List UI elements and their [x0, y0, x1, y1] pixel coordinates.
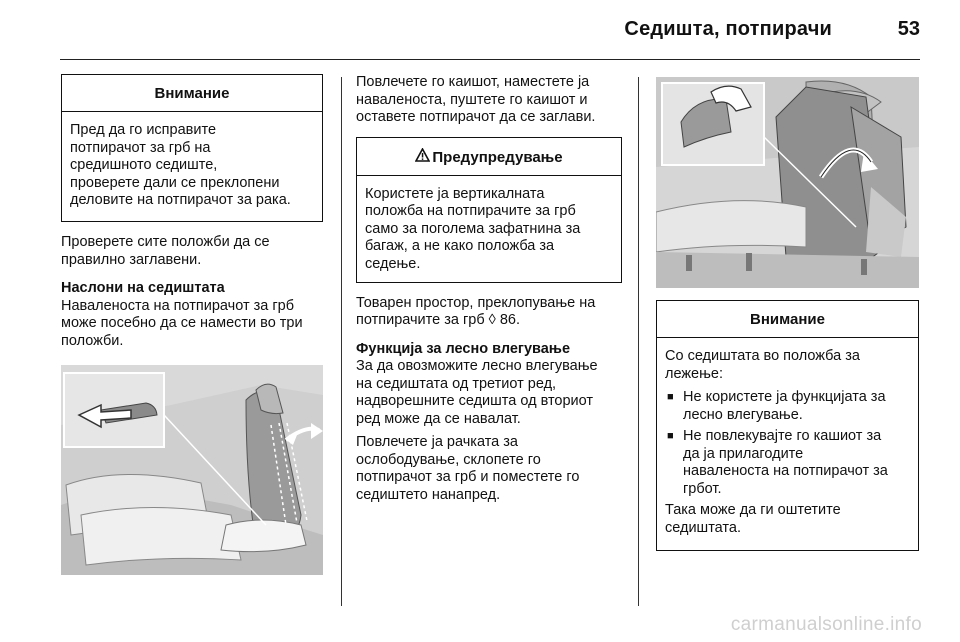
paragraph-check-positions	[61, 234, 323, 269]
caution-box-2-body	[657, 338, 918, 547]
header-rule	[60, 59, 920, 60]
column-1	[61, 74, 323, 350]
caution-bullet-item	[665, 428, 910, 498]
text-line: надворешните седишта од вториот	[356, 393, 594, 409]
caution-line: деловите на потпирачот за рака.	[70, 192, 291, 208]
warning-line: Користете ја вертикалната	[365, 185, 545, 202]
text-line: Наваленоста на потпирачот за грб	[61, 297, 295, 314]
text-line: Повлечете го каишот, наместете ја	[356, 74, 590, 90]
caution-line: проверете дали се преклопени	[70, 174, 280, 191]
caution-line: средишното седиште,	[70, 157, 218, 173]
caution-line: потпирачот за грб на	[70, 139, 211, 156]
paragraph-cargo-reference	[356, 295, 622, 330]
caution-line: Пред да го исправите	[70, 122, 217, 138]
page-header	[60, 18, 920, 58]
text-line: лесно влегување.	[683, 406, 803, 423]
caution-box-1-body	[62, 112, 322, 220]
seat-backrest-illustration	[61, 365, 323, 575]
caution-box-2-title: Внимание	[657, 301, 918, 338]
text-line: наваленоста, пуштете го каишот и	[356, 91, 588, 108]
warning-line: само за поголема зафатнина за	[365, 220, 581, 237]
caution-outro-line: седиштата.	[665, 519, 741, 536]
text-line: положби.	[61, 332, 124, 349]
caution-intro-line: Со седиштата во положба за	[665, 348, 860, 364]
warning-line: багаж, а не како положба за	[365, 238, 555, 254]
header-title: Седишта, потпирачи	[624, 18, 832, 40]
text-line: ред може да се навалат.	[356, 410, 521, 427]
watermark: carmanualsonline.info	[730, 614, 922, 635]
section-easy-entry	[356, 341, 622, 429]
column-divider-left	[341, 77, 342, 606]
text-line: Не користете ја функцијата за	[683, 389, 886, 405]
text-line: седиштето нанапред.	[356, 486, 501, 503]
text-line: може посебно да се намести во три	[61, 315, 303, 331]
text-line: ослободување, склопете го	[356, 451, 541, 468]
caution-outro-line: Така може да ги оштетите	[665, 502, 841, 518]
caution-bullet-list	[665, 389, 910, 498]
column-divider-right	[638, 77, 639, 606]
warning-box	[356, 137, 622, 283]
paragraph-pull-strap	[356, 74, 622, 127]
caution-intro-line: лежење:	[665, 365, 723, 382]
text-line: грбот.	[683, 480, 722, 497]
warning-triangle-icon	[415, 148, 430, 166]
easy-entry-illustration	[656, 77, 919, 288]
cross-reference-link[interactable]: потпирачите за грб ◊ 86.	[356, 312, 521, 328]
text-line: да ја прилагодите	[683, 445, 804, 462]
warning-title-text: Предупредување	[432, 148, 563, 166]
warning-line: седење.	[365, 255, 421, 272]
text-line: правилно заглавени.	[61, 251, 202, 268]
section-seat-backrests	[61, 280, 323, 350]
section-heading: Наслони на седиштата	[61, 280, 225, 296]
caution-box-1-title: Внимание	[62, 75, 322, 112]
text-line: За да овозможите лесно влегување	[356, 358, 598, 374]
caution-bullet-item	[665, 389, 910, 424]
text-line: Не повлекувајте го кашиот за	[683, 428, 882, 444]
text-line: Повлечете ја рачката за	[356, 434, 518, 450]
warning-line: положба на потпирачите за грб	[365, 203, 576, 219]
page-number: 53	[897, 18, 920, 40]
square-bullet-icon: ■	[667, 430, 674, 442]
caution-box-1	[61, 74, 323, 222]
text-line: наваленоста на потпирачот за	[683, 463, 888, 479]
section-heading: Функција за лесно влегување	[356, 340, 571, 357]
caution-box-2	[656, 300, 919, 551]
text-line: Товарен простор, преклопување на	[356, 294, 596, 311]
warning-box-body	[357, 176, 621, 284]
warning-box-title	[357, 138, 621, 176]
text-line: оставете потпирачот да се заглави.	[356, 109, 596, 125]
column-2	[356, 74, 622, 504]
text-line: потпирачот за грб и поместете го	[356, 469, 580, 485]
paragraph-release-handle	[356, 434, 622, 504]
text-line: на седиштата од третиот ред,	[356, 375, 557, 392]
text-line: Проверете сите положби да се	[61, 234, 270, 250]
square-bullet-icon: ■	[667, 391, 674, 403]
